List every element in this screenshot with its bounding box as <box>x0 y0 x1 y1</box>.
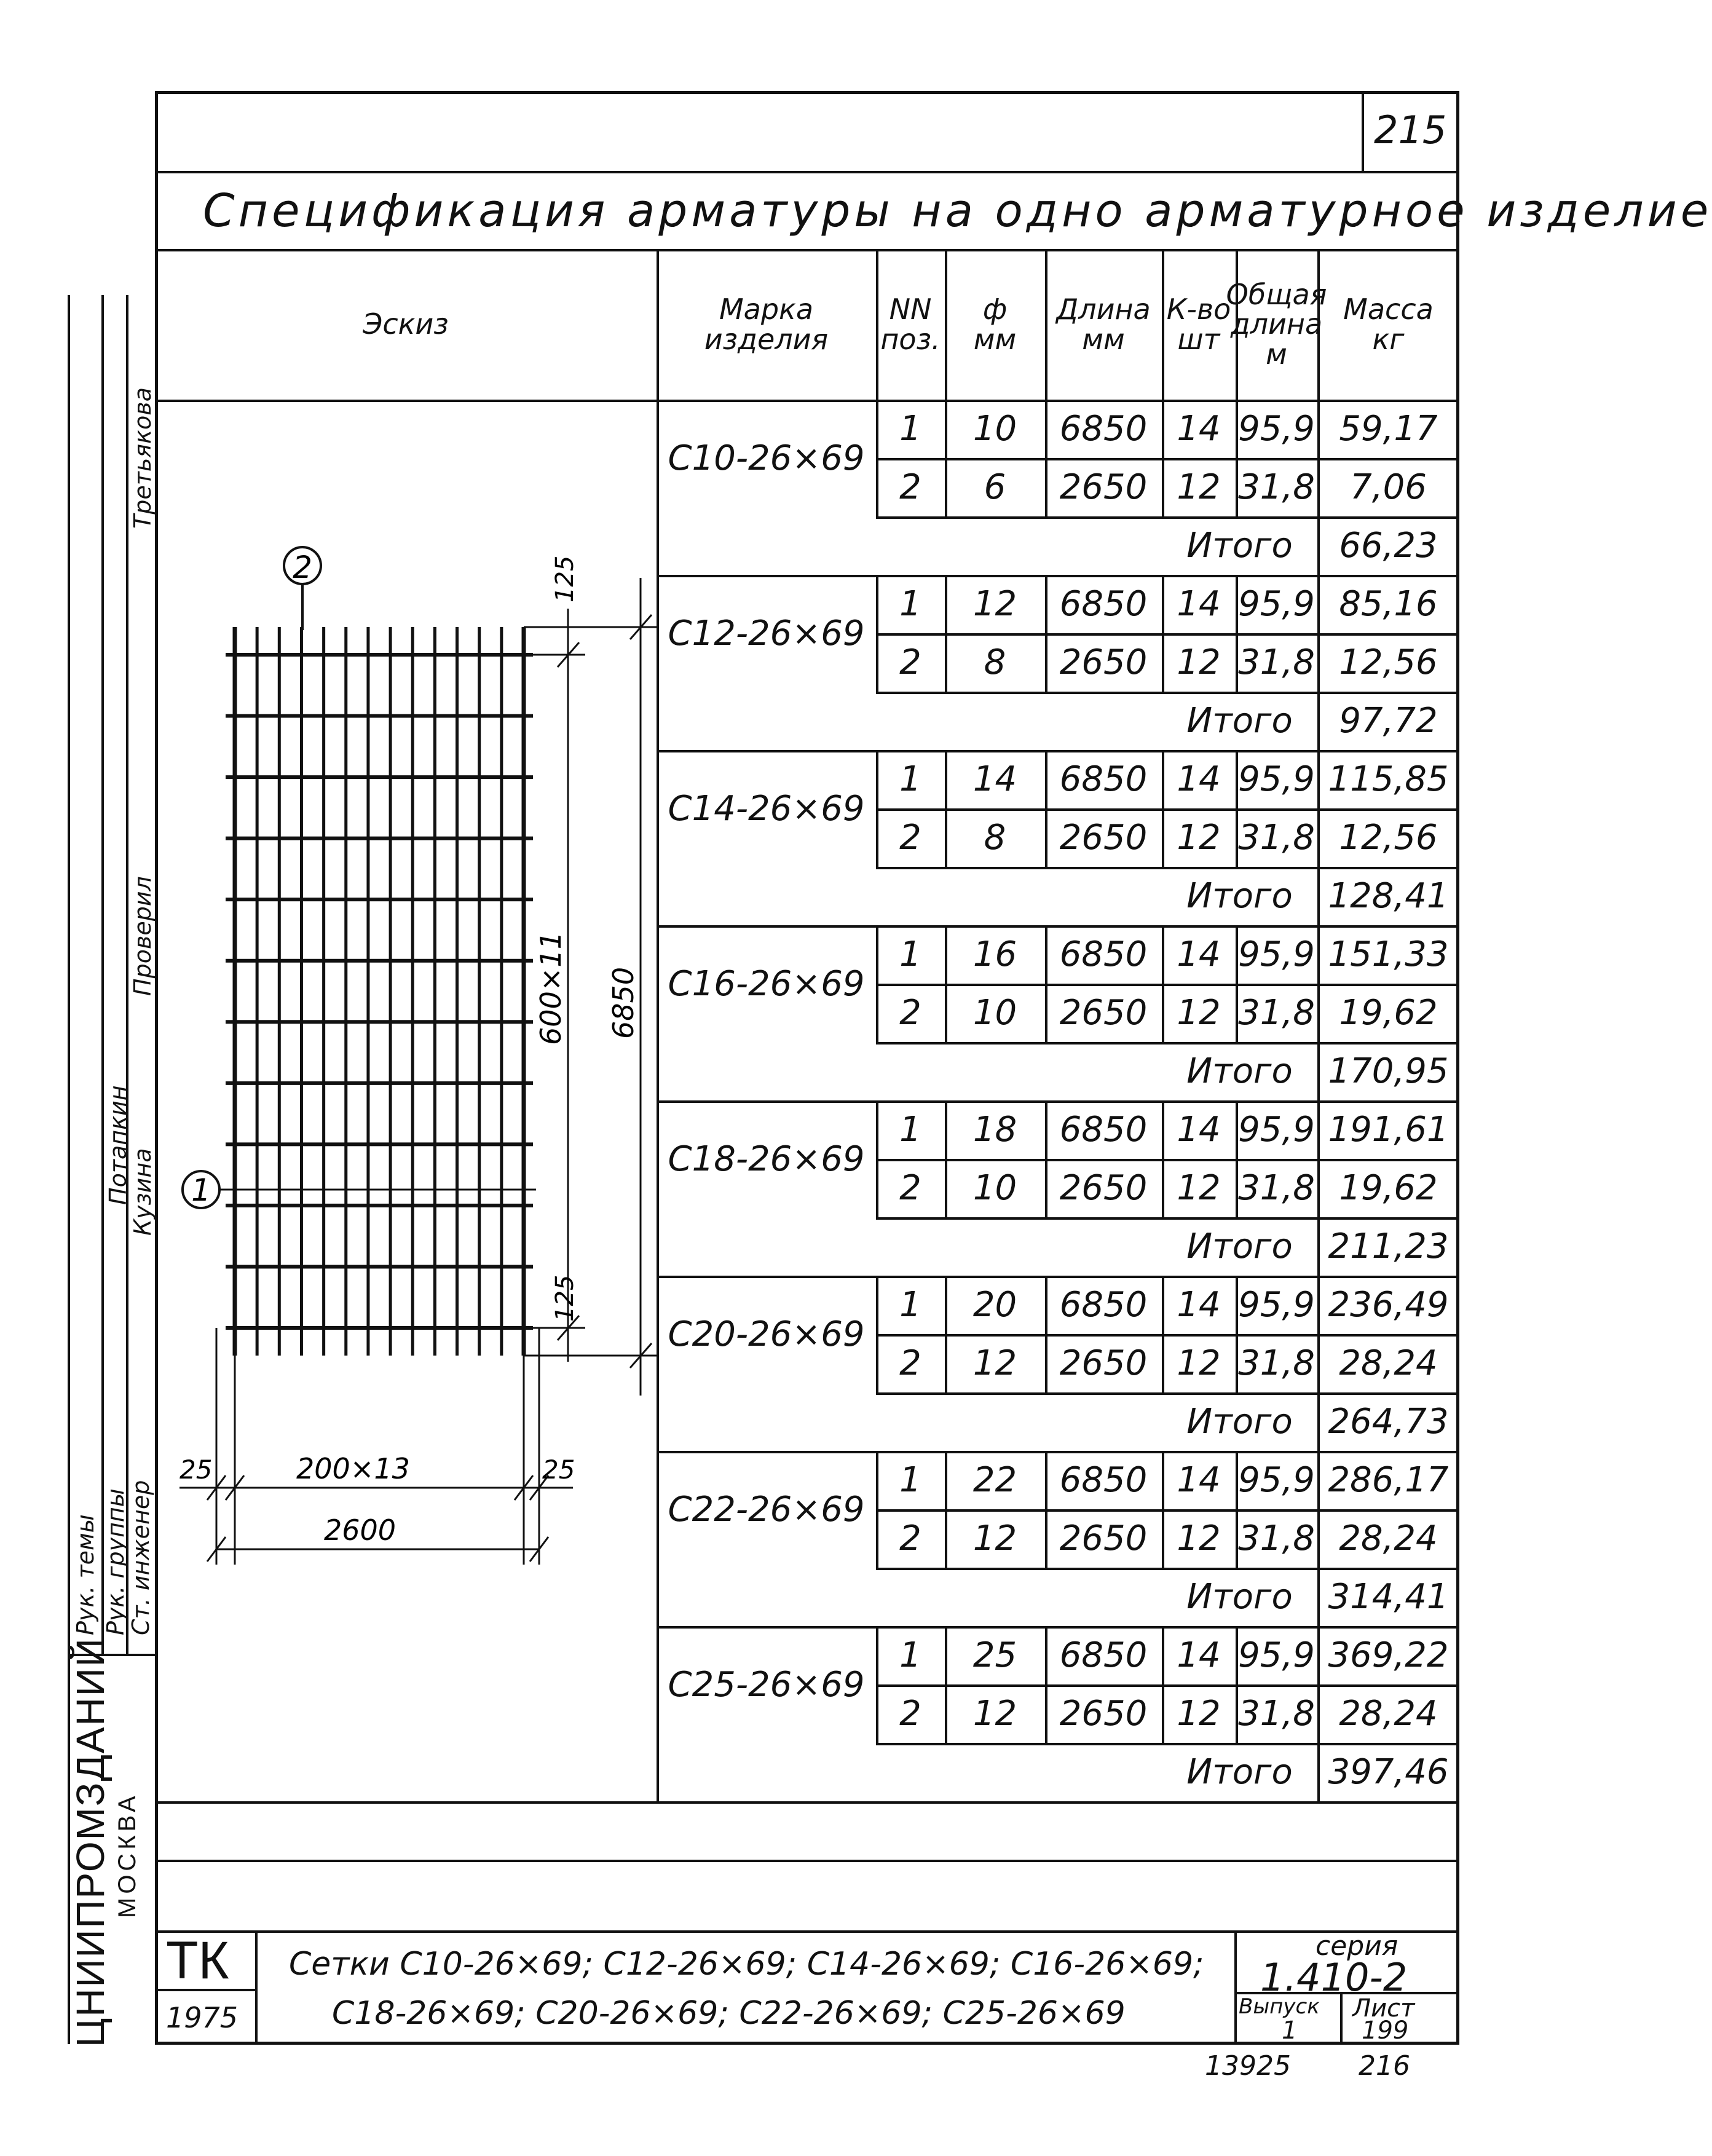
bar-quantity: 14 <box>1177 759 1221 799</box>
side-role-2: Рук. группы <box>102 1488 129 1635</box>
total-label: Итого <box>1186 1752 1293 1792</box>
total-length: 31,8 <box>1238 467 1315 507</box>
bar-length: 6850 <box>1059 1460 1148 1500</box>
bar-mass: 85,16 <box>1339 584 1438 624</box>
bar-quantity: 14 <box>1177 934 1221 974</box>
bar-mass: 369,22 <box>1328 1635 1449 1675</box>
title-block-code-divider <box>255 1930 258 2045</box>
side-stamp-col2 <box>126 295 128 1654</box>
bar-diameter: 6 <box>984 467 1006 507</box>
bar-length: 2650 <box>1059 642 1148 682</box>
group-total-mass: 264,73 <box>1328 1402 1449 1442</box>
sheet-label: Лист <box>1352 1994 1415 2023</box>
total-length: 95,9 <box>1238 934 1315 974</box>
header-text: длина <box>1230 307 1323 341</box>
position-number: 1 <box>899 1110 921 1150</box>
bar-quantity: 14 <box>1177 1460 1221 1500</box>
group-total-mass: 397,46 <box>1328 1752 1449 1792</box>
title-block-series-divider <box>1234 1930 1237 2045</box>
bar-mass: 115,85 <box>1328 759 1449 799</box>
product-mark: С16-26×69 <box>668 963 865 1004</box>
total-length: 31,8 <box>1238 1343 1315 1383</box>
bar-length: 6850 <box>1059 934 1148 974</box>
bar-diameter: 16 <box>972 934 1017 974</box>
header-text: Марка <box>719 293 814 326</box>
product-mark: С12-26×69 <box>668 613 865 654</box>
position-number: 2 <box>899 818 921 858</box>
header-text: изделия <box>704 322 829 356</box>
callout-1: 1 <box>191 1172 211 1208</box>
title-block-mid-line <box>155 1930 1459 1933</box>
dim-25-right: 25 <box>542 1455 575 1485</box>
bar-mass: 19,62 <box>1339 993 1438 1033</box>
header-text: мм <box>1082 322 1125 356</box>
bar-mass: 59,17 <box>1339 409 1438 449</box>
bar-length: 6850 <box>1059 1285 1148 1325</box>
header-text: ф <box>982 293 1008 326</box>
bar-quantity: 14 <box>1177 1285 1221 1325</box>
position-number: 2 <box>899 467 921 507</box>
page-number-divider <box>1362 91 1364 172</box>
position-number: 1 <box>899 1635 921 1675</box>
organization-city: МОСКВА <box>114 1792 141 1918</box>
dim-6850: 6850 <box>607 966 640 1039</box>
bar-quantity: 14 <box>1177 1110 1221 1150</box>
product-mark: С10-26×69 <box>668 438 865 478</box>
total-label: Итого <box>1186 1402 1293 1442</box>
group-total-mass: 170,95 <box>1328 1051 1449 1091</box>
bar-length: 2650 <box>1059 1343 1148 1383</box>
bar-length: 2650 <box>1059 1518 1148 1558</box>
total-label: Итого <box>1186 1051 1293 1091</box>
group-total-mass: 211,23 <box>1328 1226 1449 1266</box>
total-label: Итого <box>1186 1226 1293 1266</box>
bar-diameter: 22 <box>972 1460 1017 1500</box>
bar-diameter: 8 <box>984 642 1006 682</box>
side-name-4: Кузина <box>129 1148 156 1236</box>
bar-quantity: 12 <box>1177 467 1221 507</box>
total-length: 31,8 <box>1238 1168 1315 1208</box>
series-value: 1.410-2 <box>1260 1955 1408 2000</box>
product-mark: С14-26×69 <box>668 788 865 829</box>
bar-quantity: 12 <box>1177 1694 1221 1734</box>
title-block-top-line <box>155 1860 1459 1862</box>
dim-125-bottom: 125 <box>551 1274 579 1322</box>
series-label: серия <box>1316 1930 1398 1962</box>
bar-quantity: 14 <box>1177 409 1221 449</box>
bar-diameter: 12 <box>972 1518 1017 1558</box>
header-text: NN <box>889 293 932 326</box>
position-number: 1 <box>899 934 921 974</box>
bar-diameter: 10 <box>972 1168 1017 1208</box>
bar-diameter: 12 <box>972 1343 1017 1383</box>
header-text: Эскиз <box>363 307 449 341</box>
header-pos <box>876 249 945 400</box>
product-mark: С20-26×69 <box>668 1314 865 1354</box>
header-quantity <box>1162 249 1236 400</box>
group-total-mass: 66,23 <box>1339 526 1438 566</box>
group-total-mass: 97,72 <box>1339 701 1438 741</box>
header-text: поз. <box>880 322 941 356</box>
bar-diameter: 18 <box>972 1110 1017 1150</box>
bar-diameter: 14 <box>972 759 1017 799</box>
header-sketch <box>155 249 657 400</box>
title-block-year: 1975 <box>166 2001 239 2034</box>
group-total-mass: 314,41 <box>1328 1577 1449 1617</box>
bar-diameter: 10 <box>972 409 1017 449</box>
bar-mass: 236,49 <box>1328 1285 1449 1325</box>
header-mass <box>1317 249 1459 400</box>
footer-number-right: 216 <box>1359 2050 1410 2082</box>
header-diameter <box>945 249 1045 400</box>
dim-200x13: 200×13 <box>296 1452 410 1485</box>
position-number: 1 <box>899 759 921 799</box>
bar-length: 2650 <box>1059 467 1148 507</box>
title-block-code: ТК <box>166 1931 229 1990</box>
bar-length: 2650 <box>1059 1168 1148 1208</box>
total-length: 31,8 <box>1238 1694 1315 1734</box>
top-strip-bottom-line <box>155 171 1459 173</box>
bar-length: 6850 <box>1059 759 1148 799</box>
header-text: К-во <box>1166 293 1231 326</box>
product-mark: С22-26×69 <box>668 1489 865 1530</box>
bar-mass: 7,06 <box>1350 467 1427 507</box>
bar-length: 2650 <box>1059 1694 1148 1734</box>
header-text: Длина <box>1056 293 1151 326</box>
position-number: 2 <box>899 1518 921 1558</box>
side-name-2: Проверил <box>129 876 156 996</box>
header-total-length <box>1226 249 1327 400</box>
position-number: 1 <box>899 584 921 624</box>
total-label: Итого <box>1186 526 1293 566</box>
side-role-3: Ст. инженер <box>127 1480 154 1635</box>
bar-length: 2650 <box>1059 818 1148 858</box>
bar-mass: 28,24 <box>1339 1343 1438 1383</box>
header-length <box>1045 249 1162 400</box>
position-number: 2 <box>899 1343 921 1383</box>
side-name-1: Третьякова <box>129 387 156 529</box>
bar-quantity: 12 <box>1177 1343 1221 1383</box>
bar-quantity: 14 <box>1177 1635 1221 1675</box>
header-text: кг <box>1372 322 1405 356</box>
title-block-description-line1: Сетки С10-26×69; С12-26×69; С14-26×69; С16-26×69; <box>289 1946 1204 1983</box>
position-number: 2 <box>899 1694 921 1734</box>
sheet-value: 199 <box>1362 2016 1409 2045</box>
total-length: 95,9 <box>1238 1635 1315 1675</box>
bar-mass: 28,24 <box>1339 1518 1438 1558</box>
product-mark: С25-26×69 <box>668 1664 865 1705</box>
total-length: 31,8 <box>1238 642 1315 682</box>
dim-600x11: 600×11 <box>534 931 567 1045</box>
bar-quantity: 14 <box>1177 584 1221 624</box>
bar-mass: 19,62 <box>1339 1168 1438 1208</box>
bar-diameter: 10 <box>972 993 1017 1033</box>
total-label: Итого <box>1186 1577 1293 1617</box>
bar-quantity: 12 <box>1177 1518 1221 1558</box>
bar-length: 6850 <box>1059 584 1148 624</box>
bar-quantity: 12 <box>1177 1168 1221 1208</box>
bar-mass: 191,61 <box>1328 1110 1449 1150</box>
total-length: 31,8 <box>1238 1518 1315 1558</box>
total-label: Итого <box>1186 876 1293 916</box>
header-text: шт <box>1177 322 1220 356</box>
position-number: 1 <box>899 409 921 449</box>
header-mark <box>657 249 876 400</box>
bar-mass: 28,24 <box>1339 1694 1438 1734</box>
header-text: Общая <box>1226 278 1327 312</box>
spec-title: Спецификация арматуры на одно арматурное изделие <box>203 184 1712 237</box>
page-number: 215 <box>1374 108 1447 152</box>
dim-125-top: 125 <box>551 555 579 602</box>
issue-value: 1 <box>1282 2016 1298 2045</box>
total-length: 95,9 <box>1238 584 1315 624</box>
title-block-description-line2: С18-26×69; С20-26×69; С22-26×69; С25-26×69 <box>332 1995 1126 2032</box>
total-length: 95,9 <box>1238 759 1315 799</box>
side-stamp-col1 <box>101 295 104 1654</box>
position-number: 1 <box>899 1285 921 1325</box>
total-length: 95,9 <box>1238 1285 1315 1325</box>
header-text: Масса <box>1343 293 1434 326</box>
total-label: Итого <box>1186 701 1293 741</box>
bar-diameter: 25 <box>972 1635 1017 1675</box>
product-mark: С18-26×69 <box>668 1139 865 1179</box>
callout-2: 2 <box>293 550 312 585</box>
header-text: мм <box>973 322 1017 356</box>
total-length: 31,8 <box>1238 818 1315 858</box>
position-number: 1 <box>899 1460 921 1500</box>
bar-length: 6850 <box>1059 1635 1148 1675</box>
mesh-sketch <box>155 400 656 1863</box>
bar-quantity: 12 <box>1177 818 1221 858</box>
group-total-mass: 128,41 <box>1328 876 1449 916</box>
bar-quantity: 12 <box>1177 642 1221 682</box>
bar-length: 6850 <box>1059 1110 1148 1150</box>
bar-diameter: 20 <box>972 1285 1017 1325</box>
bar-mass: 12,56 <box>1339 642 1438 682</box>
bar-diameter: 8 <box>984 818 1006 858</box>
bar-quantity: 12 <box>1177 993 1221 1033</box>
header-text: м <box>1266 337 1287 371</box>
side-role-1: Рук. темы <box>72 1514 99 1635</box>
bar-length: 6850 <box>1059 409 1148 449</box>
group-bottom-line <box>657 1801 1459 1804</box>
bar-length: 2650 <box>1059 993 1148 1033</box>
organization-name: ЦНИИПРОМЗДАНИЙ <box>68 1637 112 2047</box>
issue-label: Выпуск <box>1239 1994 1320 2019</box>
bar-mass: 151,33 <box>1328 934 1449 974</box>
total-length: 95,9 <box>1238 1460 1315 1500</box>
bar-mass: 286,17 <box>1328 1460 1449 1500</box>
position-number: 2 <box>899 1168 921 1208</box>
bar-mass: 12,56 <box>1339 818 1438 858</box>
total-length: 95,9 <box>1238 1110 1315 1150</box>
dim-25-left: 25 <box>179 1455 213 1485</box>
position-number: 2 <box>899 642 921 682</box>
bar-diameter: 12 <box>972 1694 1017 1734</box>
position-number: 2 <box>899 993 921 1033</box>
total-length: 31,8 <box>1238 993 1315 1033</box>
total-length: 95,9 <box>1238 409 1315 449</box>
footer-number-left: 13925 <box>1205 2050 1291 2082</box>
side-name-3: Потапкин <box>105 1085 132 1205</box>
bar-diameter: 12 <box>972 584 1017 624</box>
dim-2600: 2600 <box>324 1514 396 1547</box>
